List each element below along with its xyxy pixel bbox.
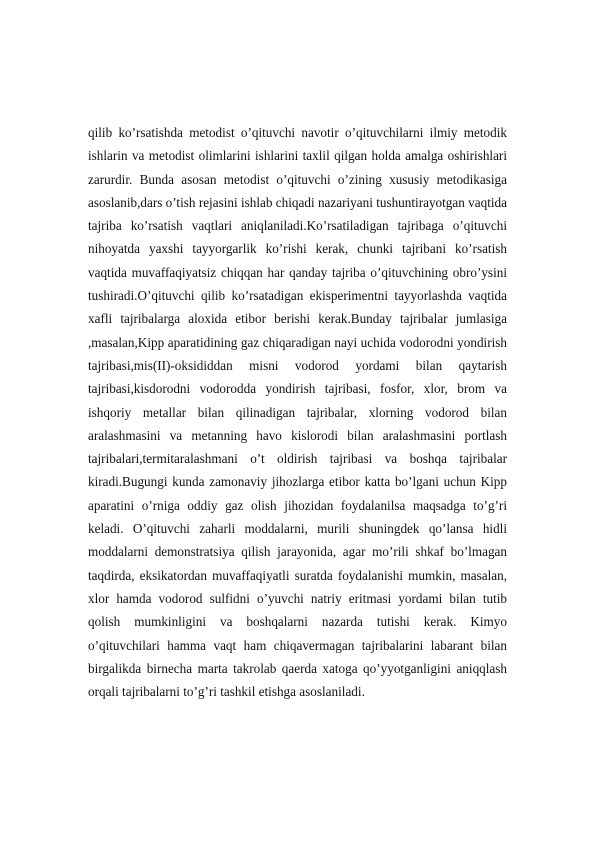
body-paragraph: qilib ko’rsatishda metodist o’qituvchi navotir o’qituvchilarni ilmiy metodik ishlarin va metodist olimlarini ishlarini taxlil qilgan holda amalga oshirishlari zarurdir. Bunda asosan metodist o’qituvchi o’zining xususiy metodikasiga asoslanib,dars o’tish rejasini ishlab chiqadi nazariyani tushuntirayotgan vaqtida tajriba ko’rsatish vaqtlari aniqlaniladi.Ko’rsatiladigan tajribaga o’qituvchi nihoyatda yaxshi tayyorgarlik ko’rishi kerak, chunki tajribani ko’rsatish vaqtida muvaffaqiyatsiz chiqqan har qanday tajriba o’qituvchining obro’ysini tushiradi.O’qituvchi qilib ko’rsatadigan ekisperimentni tayyorlashda vaqtida xafli tajribalarga aloxida etibor berishi kerak.Bunday tajribalar jumlasiga ,masalan,Kipp aparatidining gaz chiqaradigan nayi uchida vodorodni yondirish tajribasi,mis(II)-oksididdan misni vodorod yordami bilan qaytarish tajribasi,kisdorodni vodorodda yondirish tajribasi, fosfor, xlor, brom va ishqoriy metallar bilan qilinadigan tajribalar, xlorning vodorod bilan aralashmasini va metanning havo kislorodi bilan aralashmasini portlash tajribalari,termitaralashmani o’t oldirish tajribasi va boshqa tajribalar kiradi.Bugungi kunda zamonaviy jihozlarga etibor katta bo’lgani uchun Kipp aparatini o’rniga oddiy gaz olish jihozidan foydalanilsa maqsadga to’g’ri keladi. O’qituvchi zaharli moddalarni, murili shuningdek qo’lansa hidli moddalarni demonstratsiya qilish jarayonida, agar mo’rili shkaf bo’lmagan taqdirda, eksikatordan muvaffaqiyatli suratda foydalanishi mumkin, masalan, xlor hamda vodorod sulfidni o’yuvchi natriy eritmasi yordami bilan tutib qolish mumkinligini va boshqalarni nazarda tutishi kerak. Kimyo o’qituvchilari hamma vaqt ham chiqavermagan tajribalarini labarant bilan birgalikda birnecha marta takrolab qaerda xatoga qo’yyotganligini aniqqlash orqali tajribalarni to’g’ri tashkil etishga asoslaniladi. (88, 125, 507, 700)
